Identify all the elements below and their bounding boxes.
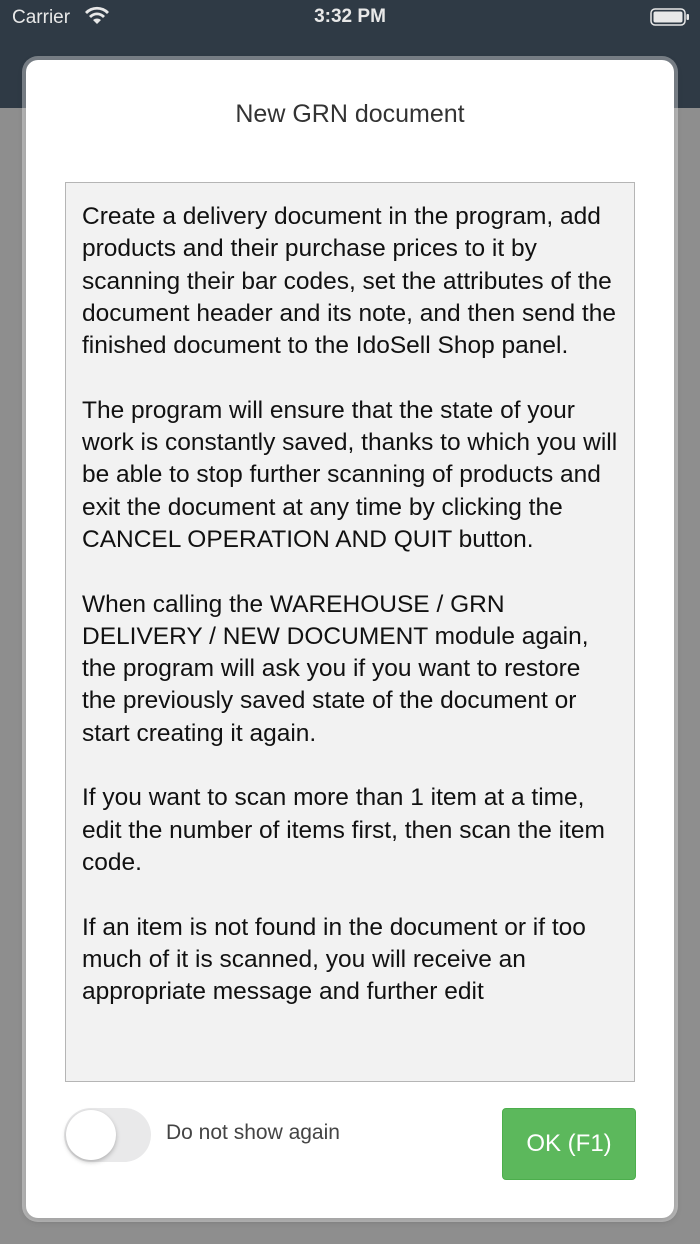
info-paragraph-4: If you want to scan more than 1 item at a time, edit the number of items first, then scan the item code. [82, 784, 605, 876]
info-paragraph-5: If an item is not found in the document or if too much of it is scanned, you will receive an appropriate message and further edit [82, 913, 586, 1006]
status-bar [0, 0, 700, 36]
carrier-label: Carrier [12, 7, 71, 28]
info-text [66, 183, 634, 1008]
dialog-title: New GRN document [235, 100, 465, 128]
info-paragraph-1: Create a delivery document in the program, add products and their purchase prices to it by scanning their bar codes, set the attributes of the document header and its note, and then send the finished document to the IdoSell Shop panel. [82, 203, 616, 360]
new-grn-dialog [26, 60, 674, 1218]
battery-icon [650, 8, 690, 26]
info-text-box[interactable] [65, 182, 635, 1082]
ok-button[interactable]: OK (F1) [502, 1108, 636, 1180]
info-paragraph-3: When calling the WAREHOUSE / GRN DELIVERY / NEW DOCUMENT module again, the program will ask you if you want to restore the previously saved state of the document or start creating it again. [82, 590, 589, 747]
info-paragraph-2: The program will ensure that the state of your work is constantly saved, thanks to which you will be able to stop further scanning of products and exit the document at any time by clicking the CANCEL OPERATION AND QUIT button. [82, 396, 618, 553]
toggle-knob [66, 1110, 116, 1160]
do-not-show-again-label: Do not show again [166, 1121, 340, 1144]
do-not-show-again-toggle[interactable] [64, 1108, 151, 1162]
status-time: 3:32 PM [314, 6, 386, 27]
